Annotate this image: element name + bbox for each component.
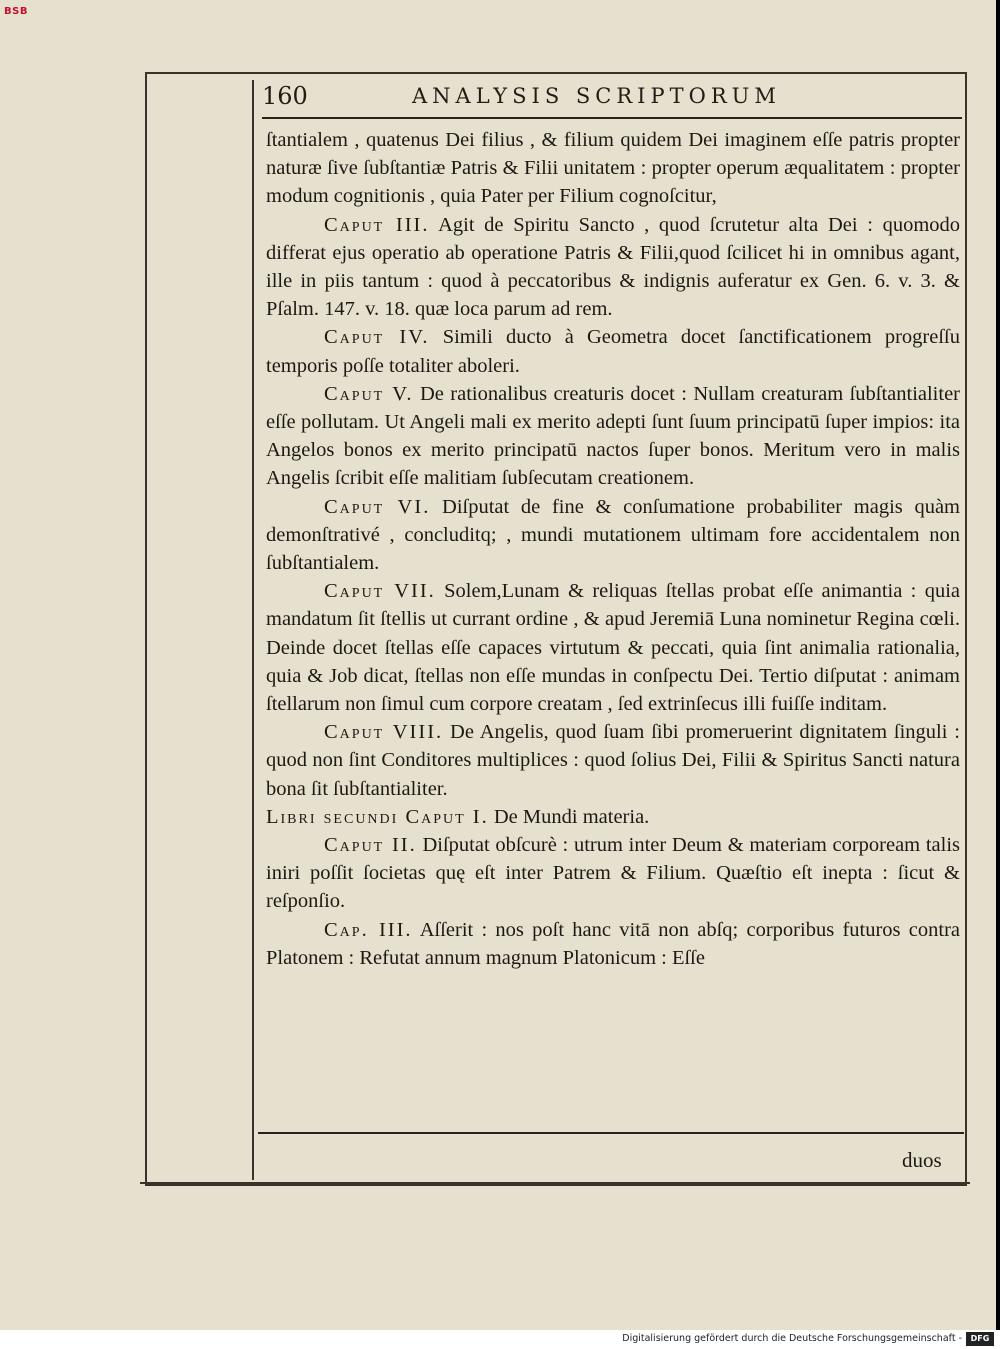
paragraph: [266, 803, 960, 831]
digitization-credit-bar: [0, 1330, 1000, 1349]
page-number: 160: [262, 82, 308, 110]
paragraph: [266, 211, 960, 324]
paragraph-text: De Mundi materia.: [493, 805, 650, 828]
chapter-heading: Caput V.: [324, 382, 414, 405]
chapter-heading: Caput II.: [324, 834, 417, 857]
footer-rule: [258, 1132, 964, 1134]
digitization-credit: Digitalisierung gefördert durch die Deutsche Forschungsgemeinschaft -: [622, 1333, 962, 1344]
paragraph-text: Solem,Lunam & reliquas ſtellas probat eſſe animantia : quia mandatum ſit ſtellis ut currant ordine , & apud Jeremiā Luna nominetur Regina cœli. Deinde docet ſtellas eſſe capaces virtutum & peccati, quia ſint animalia rationalia, quia & Job dicat, ſtellas non eſſe mundas in conſpectu Dei. Tertio diſputat : animam ſtellarum non ſimul cum corpore creatam , ſed extrinſecus illi fuiſſe inditam.: [266, 580, 960, 716]
paragraph: [266, 323, 960, 379]
paragraph: [266, 126, 960, 211]
paragraph-text: De Angelis, quod ſuam ſibi promeruerint dignitatem ſinguli : quod non ſint Conditores multiplices : quod ſolius Dei, Filii & Spiritus Sancti natura bona ſit ſubſtantialiter.: [266, 721, 960, 800]
running-header: [262, 78, 962, 114]
chapter-heading: Caput IV.: [324, 326, 430, 349]
bottom-rule: [140, 1182, 970, 1184]
paragraph: [266, 718, 960, 803]
paragraph-text: Agit de Spiritu Sancto , quod ſcrutetur alta Dei : quomodo differat ejus operatio ab operatione Patris & Filii,quod ſcilicet hi in omnibus agant, ille in piis tantum : quod à peccatoribus & indignis auferatur ex Gen. 6. v. 3. & Pſalm. 147. v. 18. quæ loca parum ad rem.: [266, 213, 961, 321]
chapter-heading: Caput VII.: [324, 580, 436, 603]
paragraph: [266, 380, 960, 493]
catchword: duos: [902, 1148, 942, 1172]
chapter-heading: Caput VI.: [324, 495, 431, 518]
header-rule: [262, 117, 962, 119]
library-mark: BSB: [4, 6, 28, 17]
page-body: [266, 126, 960, 972]
paragraph: [266, 493, 960, 578]
chapter-heading: Caput III.: [324, 213, 430, 236]
paragraph-text: De rationalibus creaturis docet : Nullam creaturam ſubſtantialiter eſſe pollutam. Ut Angeli mali ex merito adepti ſunt ſuum principatū ſuper impios: ita Angelos bonos ex merito principatū nactos ſuper bonos. Meritum vero in malis Angelis ſcribit eſſe malitiam ſubſecutam creationem.: [266, 382, 961, 490]
paragraph: [266, 577, 960, 718]
chapter-heading: Cap. III.: [324, 918, 413, 941]
paragraph-text: ſtantialem , quatenus Dei filius , & filium quidem Dei imaginem eſſe patris propter naturæ ſive ſubſtantiæ Patris & Filii unitatem : propter operum æqualitatem : propter modum cognitionis , quia Pater per Filium cognoſcitur,: [266, 129, 960, 208]
dfg-logo: DFG: [966, 1332, 994, 1346]
paragraph-text: Aſſerit : nos poſt hanc vitā non abſq; corporibus futuros contra Platonem : Refutat annum magnum Platonicum : Eſſe: [266, 918, 960, 969]
chapter-heading: Caput VIII.: [324, 721, 444, 744]
paragraph: [266, 916, 960, 972]
paragraph-text: Diſputat obſcurè : utrum inter Deum & materiam corpoream talis iniri poſſit ſocietas quę eſt inter Patrem & Filium. Quæſtio eſt inepta : ſicut & reſponſio.: [266, 834, 961, 913]
paragraph: [266, 831, 960, 916]
margin-rule: [252, 80, 254, 1180]
running-title: ANALYSIS SCRIPTORUM: [412, 84, 781, 108]
paragraph-text: Diſputat de fine & conſumatione probabiliter magis quàm demonſtrativé , concluditq; , mundi mutationem ultimam fore accidentalem non ſubſtantialem.: [266, 495, 961, 575]
paragraph-text: Simili ducto à Geometra docet ſanctificationem progreſſu temporis poſſe totaliter aboleri.: [266, 326, 960, 377]
chapter-heading: Libri secundi Caput I.: [266, 805, 489, 828]
